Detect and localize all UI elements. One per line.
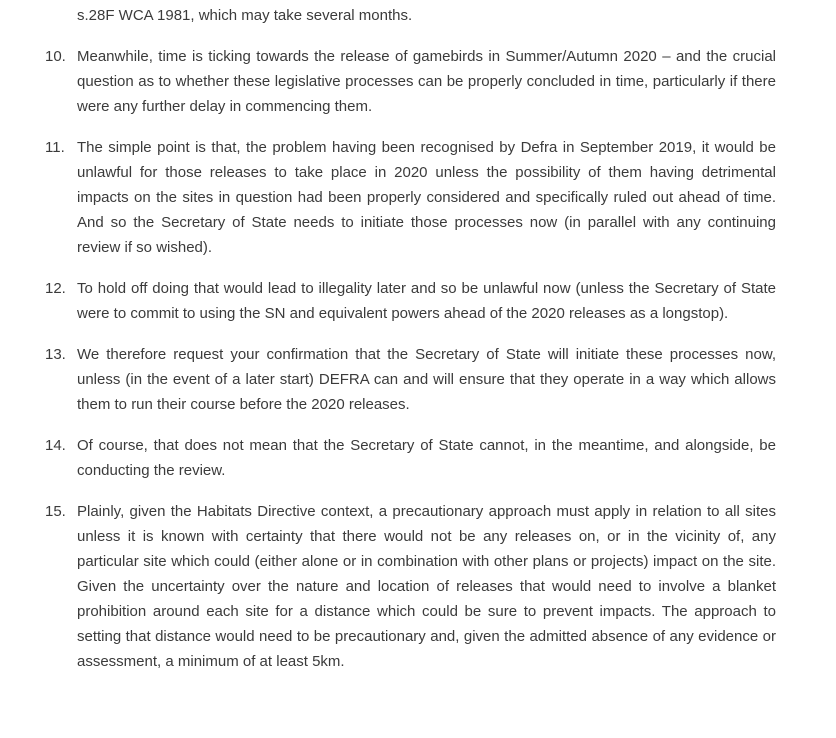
paragraph-text: To hold off doing that would lead to illegality later and so be unlawful now (unless the Secretary of State were to commit to using the SN and equivalent powers ahead of the 2020 releases as a longstop). [77, 280, 776, 322]
paragraph-number: 10. [45, 48, 66, 65]
paragraph-10 [45, 44, 776, 119]
paragraph-number: 15. [45, 503, 66, 520]
paragraph-text: Plainly, given the Habitats Directive context, a precautionary approach must apply in relation to all sites unless it is known with certainty that there would not be any releases on, or in the vicinity of, any particular site which could (either alone or in combination with other plans or projects) impact on the site. Given the uncertainty over the nature and location of releases that would need to involve a blanket prohibition around each site for a distance which could be sure to prevent impacts. The approach to setting that distance would need to be precautionary and, given the admitted absence of any evidence or assessment, a minimum of at least 5km. [77, 503, 776, 670]
paragraph-13 [45, 342, 776, 417]
paragraph-text: We therefore request your confirmation that the Secretary of State will initiate these processes now, unless (in the event of a later start) DEFRA can and will ensure that they operate in a way which allows them to run their course before the 2020 releases. [77, 346, 776, 413]
paragraph-15 [45, 499, 776, 674]
paragraph-number: 13. [45, 346, 66, 363]
paragraph-number: 12. [45, 280, 66, 297]
paragraph-number: 11. [45, 139, 65, 156]
paragraph-11 [45, 135, 776, 260]
paragraph-text: Of course, that does not mean that the Secretary of State cannot, in the meantime, and alongside, be conducting the review. [77, 437, 776, 479]
paragraph-number: 14. [45, 437, 66, 454]
paragraph-14 [45, 433, 776, 483]
paragraph-text: The simple point is that, the problem having been recognised by Defra in September 2019, it would be unlawful for those releases to take place in 2020 unless the possibility of them having detrimental impacts on the sites in question had been properly considered and specifically ruled out ahead of time. And so the Secretary of State needs to initiate those processes now (in parallel with any continuing review if so wished). [77, 139, 776, 256]
continuation-line: s.28F WCA 1981, which may take several months. [77, 7, 413, 24]
paragraph-12 [45, 276, 776, 326]
paragraph-text: Meanwhile, time is ticking towards the release of gamebirds in Summer/Autumn 2020 – and the crucial question as to whether these legislative processes can be properly concluded in time, particularly if there were any further delay in commencing them. [77, 48, 776, 115]
